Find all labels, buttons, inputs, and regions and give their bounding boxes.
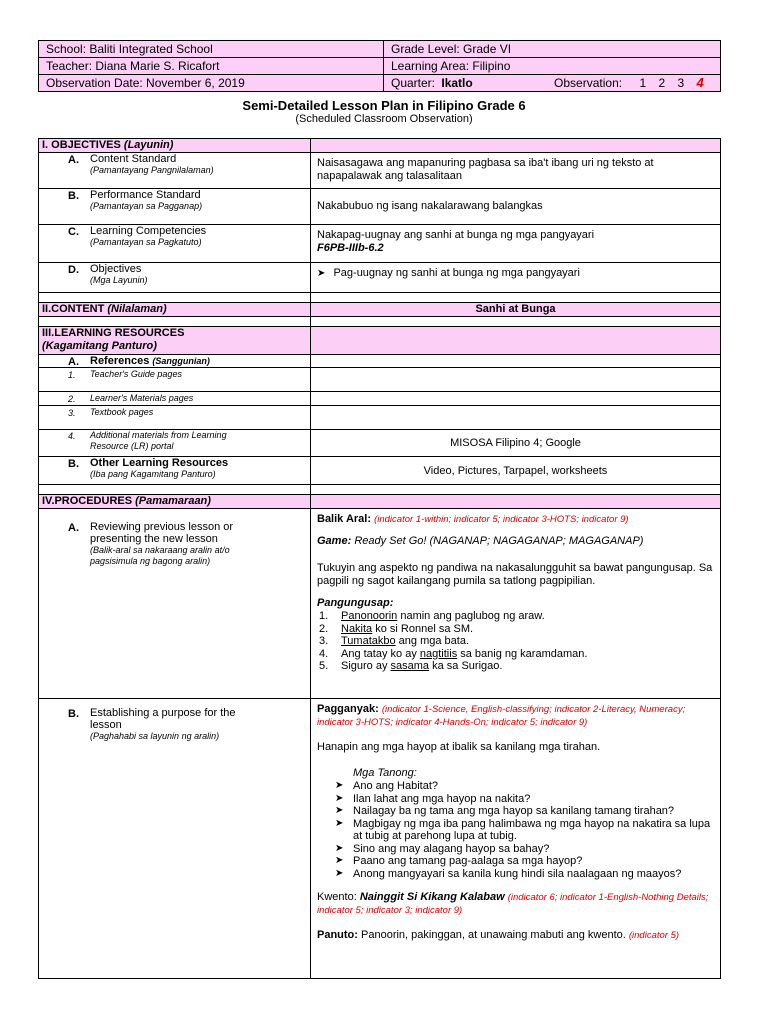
content-standard-label: A. Content Standard (Pamantayang Pangnilalaman) [39, 153, 311, 189]
competency-code: F6PB-IIIb-6.2 [317, 242, 384, 254]
list-item: 3. Tumatakbo ang mga bata. [319, 635, 470, 647]
arrow-bullet-icon: ➤ [335, 855, 344, 866]
grade-cell: Grade Level: Grade VI [384, 41, 721, 58]
resources-heading-blank [311, 327, 721, 355]
observation-numbers [639, 75, 712, 91]
arrow-bullet-icon: ➤ [335, 867, 344, 879]
list-item: 1. Panonoorin namin ang paglubog ng araw. [319, 610, 545, 622]
list-item: ➤ Paano ang tamang pag-aalaga sa mga hayop? [335, 855, 583, 867]
learners-materials-label: 2. Learner's Materials pages [39, 392, 311, 406]
reviewing-lesson-content: Balik Aral: (indicator 1-within; indicator 5; indicator 3-HOTS; indicator 9) Game: Ready Set Go! (NAGANAP; NAGAGANAP; MAGAGANAP) Tukuyin ang aspekto ng pandiwa na nakasalungguhit sa bawat pangungusap. Sa pagpili ng sagot kailangang pumila sa tatlong pagpipilian. Pangungusap: 1. Panonoorin namin ang paglubog ng araw. 2. Nakita ko si Ronnel sa SM. 3. Tumatakbo ang mga bata. 4. Ang tatay ko ay nagtitiis sa banig ng karamdaman. 5. Siguro ay sasama ka sa Surigao. [311, 509, 721, 699]
performance-standard-label: B. Performance Standard (Pamantayan sa Pagganap) [39, 189, 311, 225]
content-value: Sanhi at Bunga [311, 303, 721, 317]
arrow-bullet-icon: ➤ [335, 780, 344, 791]
quarter-cell [384, 75, 721, 92]
quarter-value: Ikatlo [441, 76, 473, 90]
references-label: A. References (Sanggunian) [39, 355, 311, 368]
purpose-content: Pagganyak: (indicator 1-Science, English-classifying; indicator 2-Literacy, Numeracy; indicator 3-HOTS; indicator 4-Hands-On; indicator 5; indicator 9) Hanapin ang mga hayop at ibalik sa kanilang mga tirahan. Mga Tanong: ➤ Ano ang Habitat? ➤ Ilan lahat ang mga hayop na nakita? ➤ Nailagay ba ng tama ang mga hayop sa kanilang tamang tirahan? ➤ Magbigay ng mga iba pang halimbawa ng mga hayop na nakatira sa lupa at tubig at parehong lupa at tubig. ➤ Sino ang may alagang hayop sa bahay? ➤ Paano ang tamang pag-aalaga sa mga hayop? ➤ Anong mangyayari sa kanila kung hindi sila naalagaan ng maayos? Kwento: Nainggit Si Kikang Kalabaw (indicator 6; indicator 1-English-Nothing Details; indicator 5; indicator 3; indicator 9) Panuto: Panoorin, pakinggan, at unawaing mabuti ang kwento. (indicator 5) [311, 699, 721, 979]
obs-date-cell: Observation Date: November 6, 2019 [39, 75, 384, 92]
objectives-value: ➤ Pag-uugnay ng sanhi at bunga ng mga pangyayari [311, 263, 721, 293]
performance-standard-value: Nakabubuo ng isang nakalarawang balangkas [311, 189, 721, 225]
learners-materials-value [311, 392, 721, 406]
learning-competencies-label: C. Learning Competencies (Pamantayan sa Pagkatuto) [39, 225, 311, 263]
list-item: ➤ Sino ang may alagang hayop sa bahay? [335, 842, 550, 855]
spacer-row [39, 317, 311, 327]
content-heading: II.CONTENT (Nilalaman) [39, 303, 311, 317]
additional-materials-value: MISOSA Filipino 4; Google [311, 430, 721, 457]
school-cell: School: Baliti Integrated School [39, 41, 384, 58]
spacer-row [39, 293, 311, 303]
teachers-guide-value [311, 368, 721, 392]
observation-label: Observation: [554, 76, 623, 90]
learning-competencies-value: Nakapag-uugnay ang sanhi at bunga ng mga pangyayari F6PB-IIIb-6.2 [311, 225, 721, 263]
list-item: ➤ Magbigay ng mga iba pang halimbawa ng mga hayop na nakatira sa lupa at tubig at parehong lupa at tubig. [335, 817, 711, 842]
other-resources-label: B. Other Learning Resources (Iba pang Kagamitang Panturo) [39, 457, 311, 485]
list-item: ➤ Anong mangyayari sa kanila kung hindi sila naalagaan ng maayos? [335, 867, 682, 880]
list-item: 4. Ang tatay ko ay nagtitiis sa banig ng karamdaman. [319, 647, 588, 660]
list-item: 5. Siguro ay sasama ka sa Surigao. [319, 660, 503, 672]
sentence-list [317, 610, 714, 673]
lesson-plan-table [38, 138, 721, 979]
resources-heading: III.LEARNING RESOURCES (Kagamitang Panturo) [39, 327, 311, 355]
arrow-bullet-icon: ➤ [335, 792, 344, 804]
quarter-label: Quarter: [391, 76, 436, 90]
content-standard-value: Naisasagawa ang mapanuring pagbasa sa iba't ibang uri ng teksto at napapalawak ang talasalitaan [311, 153, 721, 189]
additional-materials-label: 4. Additional materials from Learning Resource (LR) portal [39, 430, 311, 457]
arrow-bullet-icon: ➤ [317, 268, 326, 279]
procedures-heading-blank [311, 495, 721, 509]
spacer-row [39, 485, 311, 495]
reviewing-lesson-label: A. Reviewing previous lesson or presenting the new lesson (Balik-aral sa nakaraang aralin at/o pagsisimula ng bagong aralin) [39, 509, 311, 699]
list-item: ➤ Nailagay ba ng tama ang mga hayop sa kanilang tamang tirahan? [335, 805, 675, 817]
obs-num-1: 1 [639, 76, 647, 90]
obs-num-2: 2 [658, 76, 666, 90]
arrow-bullet-icon: ➤ [335, 805, 344, 816]
arrow-bullet-icon: ➤ [335, 842, 344, 854]
arrow-bullet-icon: ➤ [335, 817, 344, 829]
textbook-pages-label: 3. Textbook pages [39, 406, 311, 430]
spacer-row-cell [311, 317, 721, 327]
header-table [38, 40, 721, 92]
textbook-pages-value [311, 406, 721, 430]
other-resources-value: Video, Pictures, Tarpapel, worksheets [311, 457, 721, 485]
teachers-guide-label: 1. Teacher's Guide pages [39, 368, 311, 392]
list-item: 2. Nakita ko si Ronnel sa SM. [319, 622, 474, 635]
question-list [317, 780, 714, 880]
obs-num-3: 3 [677, 76, 685, 90]
objectives-label: D. Objectives (Mga Layunin) [39, 263, 311, 293]
spacer-row-cell [311, 293, 721, 303]
purpose-label: B. Establishing a purpose for the lesson (Paghahabi sa layunin ng aralin) [39, 699, 311, 979]
teacher-cell: Teacher: Diana Marie S. Ricafort [39, 58, 384, 75]
procedures-heading: IV.PROCEDURES (Pamamaraan) [39, 495, 311, 509]
references-value [311, 355, 721, 368]
obs-num-current: 4 [696, 75, 704, 90]
page-title: Semi-Detailed Lesson Plan in Filipino Grade 6 [242, 98, 526, 113]
area-cell: Learning Area: Filipino [384, 58, 721, 75]
page-subtitle: (Scheduled Classroom Observation) [295, 113, 473, 125]
list-item: ➤ Ilan lahat ang mga hayop na nakita? [335, 792, 531, 805]
objectives-heading-blank [311, 139, 721, 153]
list-item: ➤ Ano ang Habitat? [335, 780, 439, 792]
objectives-heading: I. OBJECTIVES (Layunin) [39, 139, 311, 153]
spacer-row-cell [311, 485, 721, 495]
